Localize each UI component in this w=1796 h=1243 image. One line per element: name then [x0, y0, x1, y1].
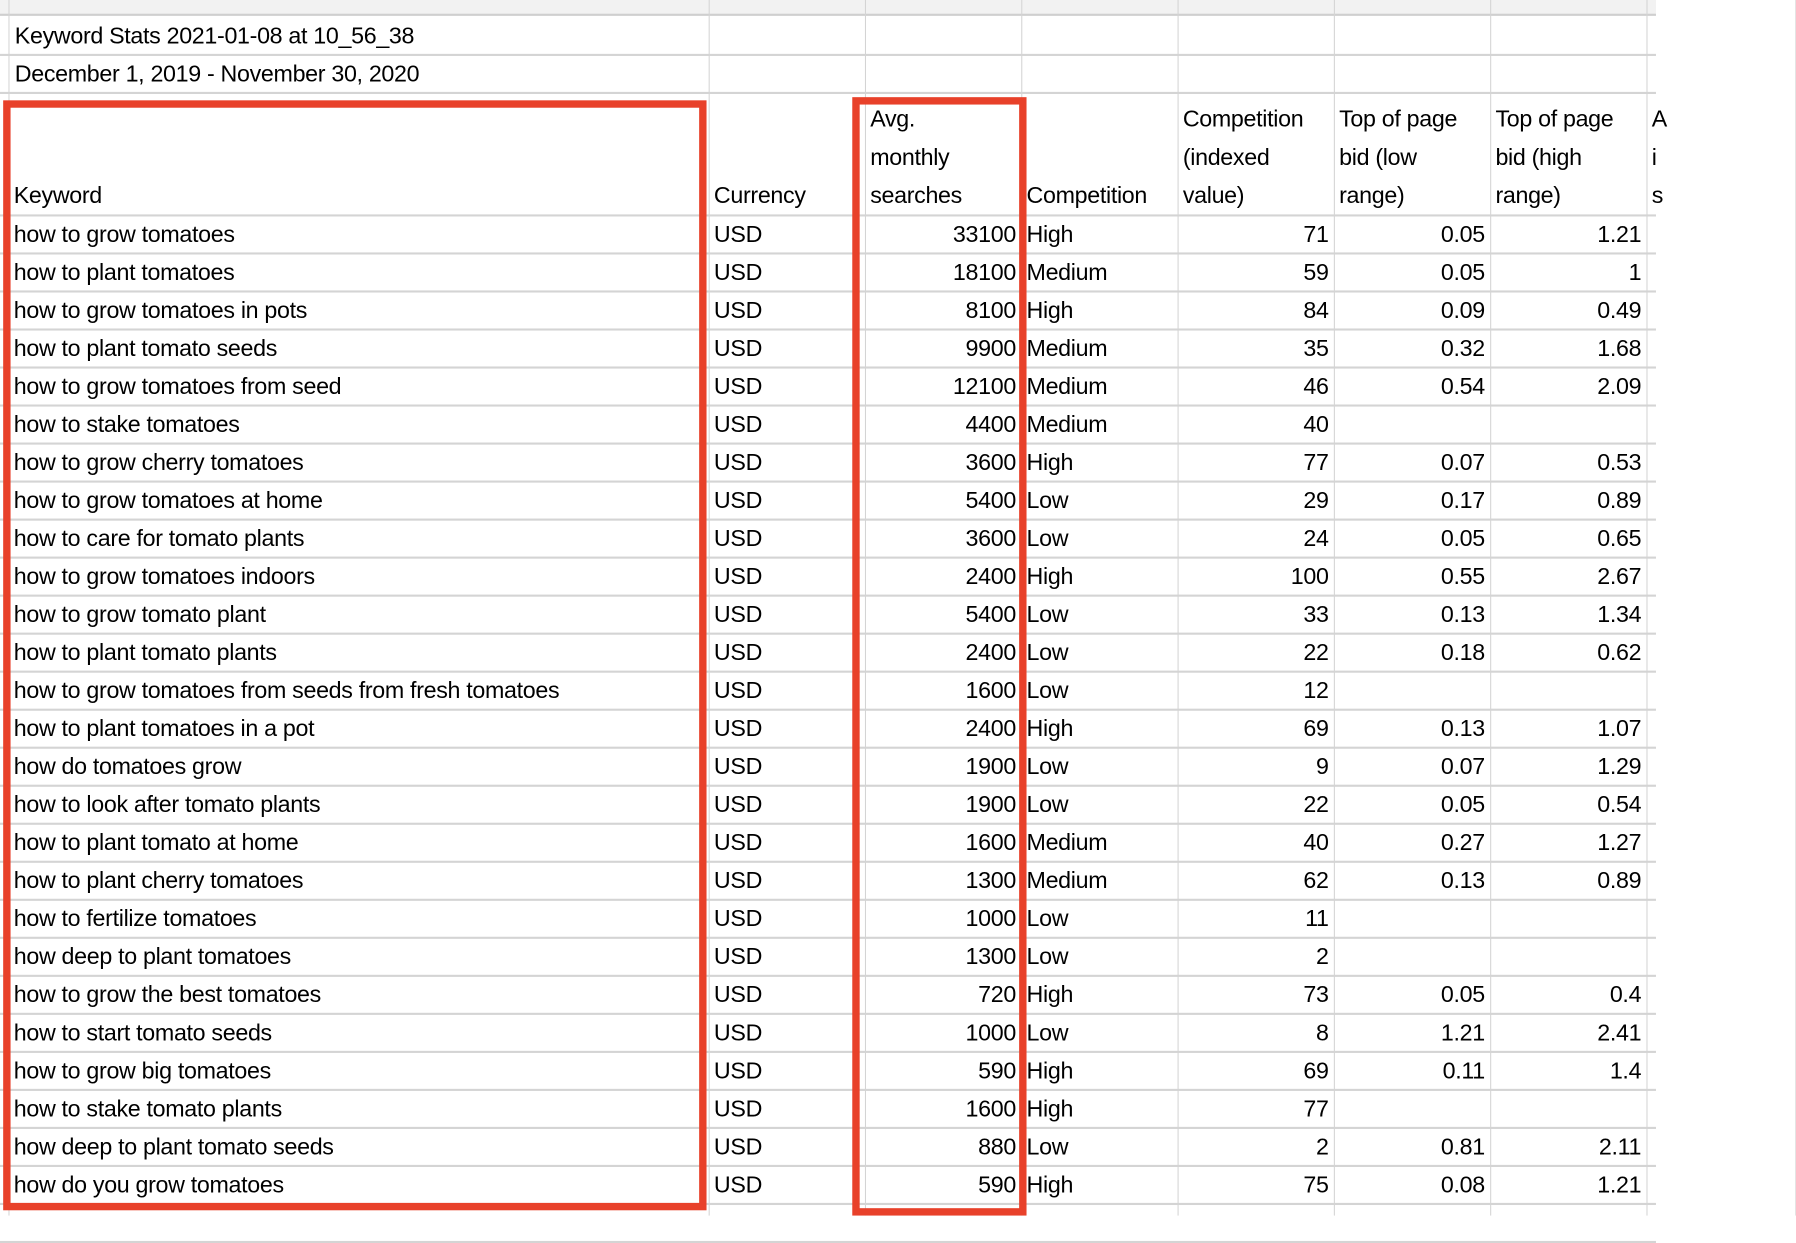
- avg-searches-cell[interactable]: 1300: [965, 867, 1016, 894]
- avg-searches-cell[interactable]: 4400: [965, 410, 1016, 438]
- keyword-cell[interactable]: how to grow tomatoes indoors: [13, 562, 315, 590]
- currency-cell[interactable]: USD: [713, 943, 763, 970]
- competition-cell[interactable]: High: [1026, 1095, 1074, 1122]
- bid-low-cell[interactable]: 0.05: [1440, 220, 1485, 248]
- competition-index-cell[interactable]: 73: [1303, 981, 1329, 1008]
- keyword-cell[interactable]: how to grow tomatoes from seeds from fresh tomatoes: [13, 676, 560, 704]
- bid-low-cell[interactable]: 0.13: [1440, 867, 1485, 894]
- currency-cell[interactable]: USD: [713, 296, 763, 324]
- column-header[interactable]: Avg. monthly searches: [870, 105, 962, 209]
- competition-index-cell[interactable]: 33: [1303, 600, 1329, 628]
- bid-high-cell[interactable]: 1.27: [1597, 829, 1642, 856]
- bid-high-cell[interactable]: 1.29: [1597, 752, 1642, 780]
- competition-index-cell[interactable]: 77: [1303, 448, 1329, 476]
- competition-cell[interactable]: Low: [1026, 752, 1069, 780]
- competition-index-cell[interactable]: 69: [1303, 714, 1329, 742]
- competition-index-cell[interactable]: 22: [1303, 791, 1329, 818]
- column-header-strip: [0, 0, 1656, 16]
- competition-cell[interactable]: Low: [1026, 676, 1069, 704]
- currency-cell[interactable]: USD: [713, 676, 763, 704]
- avg-searches-cell[interactable]: 12100: [952, 372, 1016, 400]
- bid-high-cell[interactable]: 2.41: [1597, 1019, 1642, 1046]
- competition-index-cell[interactable]: 100: [1290, 562, 1329, 590]
- competition-index-cell[interactable]: 75: [1303, 1171, 1329, 1198]
- bid-low-cell[interactable]: 0.13: [1440, 600, 1485, 628]
- keyword-cell[interactable]: how to grow tomatoes in pots: [13, 296, 308, 324]
- bid-low-cell[interactable]: 0.07: [1440, 448, 1485, 476]
- bid-low-cell[interactable]: 0.55: [1440, 562, 1485, 590]
- competition-cell[interactable]: Medium: [1026, 372, 1108, 400]
- currency-cell[interactable]: USD: [713, 1095, 763, 1122]
- title-cell[interactable]: Keyword Stats 2021-01-08 at 10_56_38: [14, 22, 415, 49]
- currency-cell[interactable]: USD: [713, 410, 763, 438]
- bid-high-cell[interactable]: 2.11: [1598, 1133, 1642, 1160]
- competition-cell[interactable]: Low: [1026, 486, 1069, 514]
- keyword-cell[interactable]: how to grow big tomatoes: [13, 1057, 271, 1084]
- avg-searches-cell[interactable]: 590: [978, 1171, 1016, 1198]
- avg-searches-cell[interactable]: 1600: [965, 1095, 1016, 1122]
- currency-cell[interactable]: USD: [713, 791, 763, 818]
- keyword-cell[interactable]: how to stake tomato plants: [13, 1095, 282, 1122]
- keyword-cell[interactable]: how deep to plant tomatoes: [13, 943, 291, 970]
- competition-cell[interactable]: Medium: [1026, 410, 1108, 438]
- bid-high-cell[interactable]: 0.89: [1597, 486, 1642, 514]
- bid-low-cell[interactable]: 0.32: [1440, 334, 1485, 362]
- bid-high-cell[interactable]: 1.21: [1597, 220, 1642, 248]
- competition-index-cell[interactable]: 11: [1305, 905, 1329, 932]
- bid-low-cell[interactable]: 0.05: [1440, 791, 1485, 818]
- avg-searches-cell[interactable]: 1900: [965, 752, 1016, 780]
- avg-searches-cell[interactable]: 1000: [965, 905, 1016, 932]
- avg-searches-cell[interactable]: 3600: [965, 524, 1016, 552]
- bid-high-cell[interactable]: 0.62: [1597, 638, 1642, 666]
- bid-low-cell[interactable]: 0.11: [1442, 1057, 1485, 1084]
- bid-low-cell[interactable]: 0.07: [1440, 752, 1485, 780]
- bid-high-cell[interactable]: 0.49: [1597, 296, 1642, 324]
- keyword-cell[interactable]: how to grow tomatoes from seed: [13, 372, 342, 400]
- avg-searches-cell[interactable]: 1000: [965, 1019, 1016, 1046]
- competition-cell[interactable]: Low: [1026, 600, 1069, 628]
- bid-high-cell[interactable]: 2.67: [1597, 562, 1642, 590]
- competition-cell[interactable]: High: [1026, 220, 1074, 248]
- competition-cell[interactable]: Low: [1026, 638, 1069, 666]
- bid-high-cell[interactable]: 1.4: [1609, 1057, 1642, 1084]
- keyword-cell[interactable]: how to plant tomato seeds: [13, 334, 278, 362]
- keyword-cell[interactable]: how to plant tomatoes in a pot: [13, 714, 315, 742]
- currency-cell[interactable]: USD: [713, 220, 763, 248]
- avg-searches-cell[interactable]: 5400: [965, 600, 1016, 628]
- keyword-cell[interactable]: how to plant tomato at home: [13, 829, 299, 856]
- competition-cell[interactable]: High: [1026, 296, 1074, 324]
- keyword-cell[interactable]: how to plant tomatoes: [13, 258, 235, 286]
- bid-low-cell[interactable]: [1334, 900, 1485, 938]
- competition-index-cell[interactable]: 59: [1303, 258, 1329, 286]
- bid-low-cell[interactable]: 0.08: [1440, 1171, 1485, 1198]
- bid-low-cell[interactable]: 0.27: [1440, 829, 1485, 856]
- bid-low-cell[interactable]: 0.05: [1440, 258, 1485, 286]
- keyword-cell[interactable]: how to grow tomato plant: [13, 600, 266, 628]
- currency-cell[interactable]: USD: [713, 1057, 763, 1084]
- bid-high-cell[interactable]: 1: [1628, 258, 1642, 286]
- competition-index-cell[interactable]: 2: [1315, 1133, 1329, 1160]
- currency-cell[interactable]: USD: [713, 1133, 763, 1160]
- column-divider: [709, 0, 710, 1216]
- avg-searches-cell[interactable]: 1300: [965, 943, 1016, 970]
- competition-cell[interactable]: Low: [1026, 1133, 1069, 1160]
- keyword-cell[interactable]: how to grow cherry tomatoes: [13, 448, 304, 476]
- column-header[interactable]: Top of page bid (low range): [1339, 105, 1458, 209]
- avg-searches-cell[interactable]: 590: [978, 1057, 1016, 1084]
- currency-cell[interactable]: USD: [713, 258, 763, 286]
- competition-cell[interactable]: Medium: [1026, 867, 1108, 894]
- currency-cell[interactable]: USD: [713, 1019, 763, 1046]
- bid-high-cell[interactable]: [1490, 900, 1641, 938]
- bid-low-cell[interactable]: 0.17: [1440, 486, 1485, 514]
- competition-cell[interactable]: Low: [1026, 905, 1069, 932]
- keyword-cell[interactable]: how deep to plant tomato seeds: [13, 1133, 334, 1160]
- column-header[interactable]: Keyword: [13, 181, 102, 209]
- competition-index-cell[interactable]: 46: [1303, 372, 1329, 400]
- avg-searches-cell[interactable]: 2400: [965, 714, 1016, 742]
- column-header[interactable]: Currency: [713, 181, 806, 209]
- competition-index-cell[interactable]: 62: [1303, 867, 1329, 894]
- keyword-column-highlight: [3, 100, 706, 1210]
- currency-cell[interactable]: USD: [713, 524, 763, 552]
- keyword-cell[interactable]: how do you grow tomatoes: [13, 1171, 284, 1198]
- avg-searches-cell[interactable]: 1600: [965, 829, 1016, 856]
- competition-cell[interactable]: Low: [1026, 1019, 1069, 1046]
- currency-cell[interactable]: USD: [713, 372, 763, 400]
- competition-cell[interactable]: High: [1026, 1171, 1074, 1198]
- bid-low-cell[interactable]: 0.05: [1440, 981, 1485, 1008]
- avg-searches-cell[interactable]: 1600: [965, 676, 1016, 704]
- date-range-cell[interactable]: December 1, 2019 - November 30, 2020: [14, 60, 420, 87]
- bid-high-cell[interactable]: 1.21: [1597, 1171, 1642, 1198]
- competition-cell[interactable]: High: [1026, 714, 1074, 742]
- avg-searches-cell[interactable]: 8100: [965, 296, 1016, 324]
- keyword-cell[interactable]: how do tomatoes grow: [13, 752, 242, 780]
- avg-searches-cell[interactable]: 9900: [965, 334, 1016, 362]
- currency-cell[interactable]: USD: [713, 714, 763, 742]
- bid-high-cell[interactable]: 0.4: [1609, 981, 1642, 1008]
- bid-low-cell[interactable]: [1334, 406, 1485, 444]
- bid-high-cell[interactable]: 2.09: [1597, 372, 1642, 400]
- avg-searches-cell[interactable]: 1900: [965, 791, 1016, 818]
- currency-cell[interactable]: USD: [713, 905, 763, 932]
- bid-low-cell[interactable]: [1334, 1090, 1485, 1128]
- avg-searches-cell[interactable]: 33100: [952, 220, 1016, 248]
- keyword-cell[interactable]: how to grow tomatoes: [13, 220, 235, 248]
- bid-high-cell[interactable]: 0.54: [1597, 791, 1642, 818]
- bid-high-cell[interactable]: 1.34: [1597, 600, 1642, 628]
- currency-cell[interactable]: USD: [713, 600, 763, 628]
- bid-low-cell[interactable]: 0.13: [1440, 714, 1485, 742]
- bid-high-cell[interactable]: 0.53: [1597, 448, 1642, 476]
- bid-high-cell[interactable]: [1490, 1090, 1641, 1128]
- bid-high-cell[interactable]: [1490, 406, 1641, 444]
- avg-searches-cell[interactable]: 3600: [965, 448, 1016, 476]
- competition-index-cell[interactable]: 22: [1303, 638, 1329, 666]
- currency-cell[interactable]: USD: [713, 981, 763, 1008]
- competition-index-cell[interactable]: 12: [1303, 676, 1329, 704]
- competition-cell[interactable]: High: [1026, 562, 1074, 590]
- bid-high-cell[interactable]: [1490, 672, 1641, 710]
- avg-searches-cell[interactable]: 880: [978, 1133, 1016, 1160]
- competition-cell[interactable]: High: [1026, 981, 1074, 1008]
- keyword-cell[interactable]: how to care for tomato plants: [13, 524, 305, 552]
- competition-index-cell[interactable]: 35: [1303, 334, 1329, 362]
- currency-cell[interactable]: USD: [713, 334, 763, 362]
- bid-low-cell[interactable]: 0.05: [1440, 524, 1485, 552]
- currency-cell[interactable]: USD: [713, 829, 763, 856]
- keyword-cell[interactable]: how to fertilize tomatoes: [13, 905, 257, 932]
- competition-cell[interactable]: Medium: [1026, 258, 1108, 286]
- currency-cell[interactable]: USD: [713, 1171, 763, 1198]
- bid-high-cell[interactable]: 1.07: [1597, 714, 1642, 742]
- currency-cell[interactable]: USD: [713, 562, 763, 590]
- bid-low-cell[interactable]: 0.81: [1440, 1133, 1485, 1160]
- bid-high-cell[interactable]: 0.89: [1597, 867, 1642, 894]
- competition-cell[interactable]: Medium: [1026, 334, 1108, 362]
- column-divider: [1646, 0, 1647, 1216]
- currency-cell[interactable]: USD: [713, 752, 763, 780]
- bid-high-cell[interactable]: 1.68: [1597, 334, 1642, 362]
- avg-searches-column-highlight: [852, 97, 1026, 1215]
- competition-index-cell[interactable]: 2: [1315, 943, 1329, 970]
- avg-searches-cell[interactable]: 720: [978, 981, 1016, 1008]
- keyword-cell[interactable]: how to plant tomato plants: [13, 638, 277, 666]
- keyword-cell[interactable]: how to grow tomatoes at home: [13, 486, 323, 514]
- competition-cell[interactable]: High: [1026, 1057, 1074, 1084]
- competition-index-cell[interactable]: 84: [1303, 296, 1329, 324]
- column-header[interactable]: Competition: [1026, 181, 1148, 209]
- avg-searches-cell[interactable]: 2400: [965, 638, 1016, 666]
- competition-index-cell[interactable]: 29: [1303, 486, 1329, 514]
- bid-low-cell[interactable]: [1334, 672, 1485, 710]
- column-header[interactable]: Competition (indexed value): [1182, 105, 1304, 209]
- competition-index-cell[interactable]: 69: [1303, 1057, 1329, 1084]
- column-header[interactable]: A i s: [1651, 105, 1667, 209]
- competition-index-cell[interactable]: 24: [1303, 524, 1329, 552]
- currency-cell[interactable]: USD: [713, 867, 763, 894]
- keyword-cell[interactable]: how to stake tomatoes: [13, 410, 240, 438]
- column-header[interactable]: Top of page bid (high range): [1495, 105, 1614, 209]
- competition-index-cell[interactable]: 40: [1303, 410, 1329, 438]
- bid-high-cell[interactable]: 0.65: [1597, 524, 1642, 552]
- bid-low-cell[interactable]: 0.09: [1440, 296, 1485, 324]
- currency-cell[interactable]: USD: [713, 486, 763, 514]
- competition-cell[interactable]: Low: [1026, 943, 1069, 970]
- competition-index-cell[interactable]: 71: [1303, 220, 1329, 248]
- competition-cell[interactable]: High: [1026, 448, 1074, 476]
- competition-index-cell[interactable]: 9: [1315, 752, 1329, 780]
- keyword-cell[interactable]: how to look after tomato plants: [13, 791, 321, 818]
- competition-cell[interactable]: Medium: [1026, 829, 1108, 856]
- competition-index-cell[interactable]: 8: [1315, 1019, 1329, 1046]
- currency-cell[interactable]: USD: [713, 448, 763, 476]
- competition-index-cell[interactable]: 77: [1303, 1095, 1329, 1122]
- competition-cell[interactable]: Low: [1026, 791, 1069, 818]
- competition-index-cell[interactable]: 40: [1303, 829, 1329, 856]
- keyword-cell[interactable]: how to plant cherry tomatoes: [13, 867, 304, 894]
- keyword-cell[interactable]: how to grow the best tomatoes: [13, 981, 321, 1008]
- avg-searches-cell[interactable]: 5400: [965, 486, 1016, 514]
- bid-low-cell[interactable]: 0.18: [1440, 638, 1485, 666]
- avg-searches-cell[interactable]: 18100: [952, 258, 1016, 286]
- bid-low-cell[interactable]: 1.21: [1440, 1019, 1485, 1046]
- bid-high-cell[interactable]: [1490, 938, 1641, 976]
- bid-low-cell[interactable]: [1334, 938, 1485, 976]
- avg-searches-cell[interactable]: 2400: [965, 562, 1016, 590]
- keyword-cell[interactable]: how to start tomato seeds: [13, 1019, 272, 1046]
- competition-cell[interactable]: Low: [1026, 524, 1069, 552]
- bid-low-cell[interactable]: 0.54: [1440, 372, 1485, 400]
- currency-cell[interactable]: USD: [713, 638, 763, 666]
